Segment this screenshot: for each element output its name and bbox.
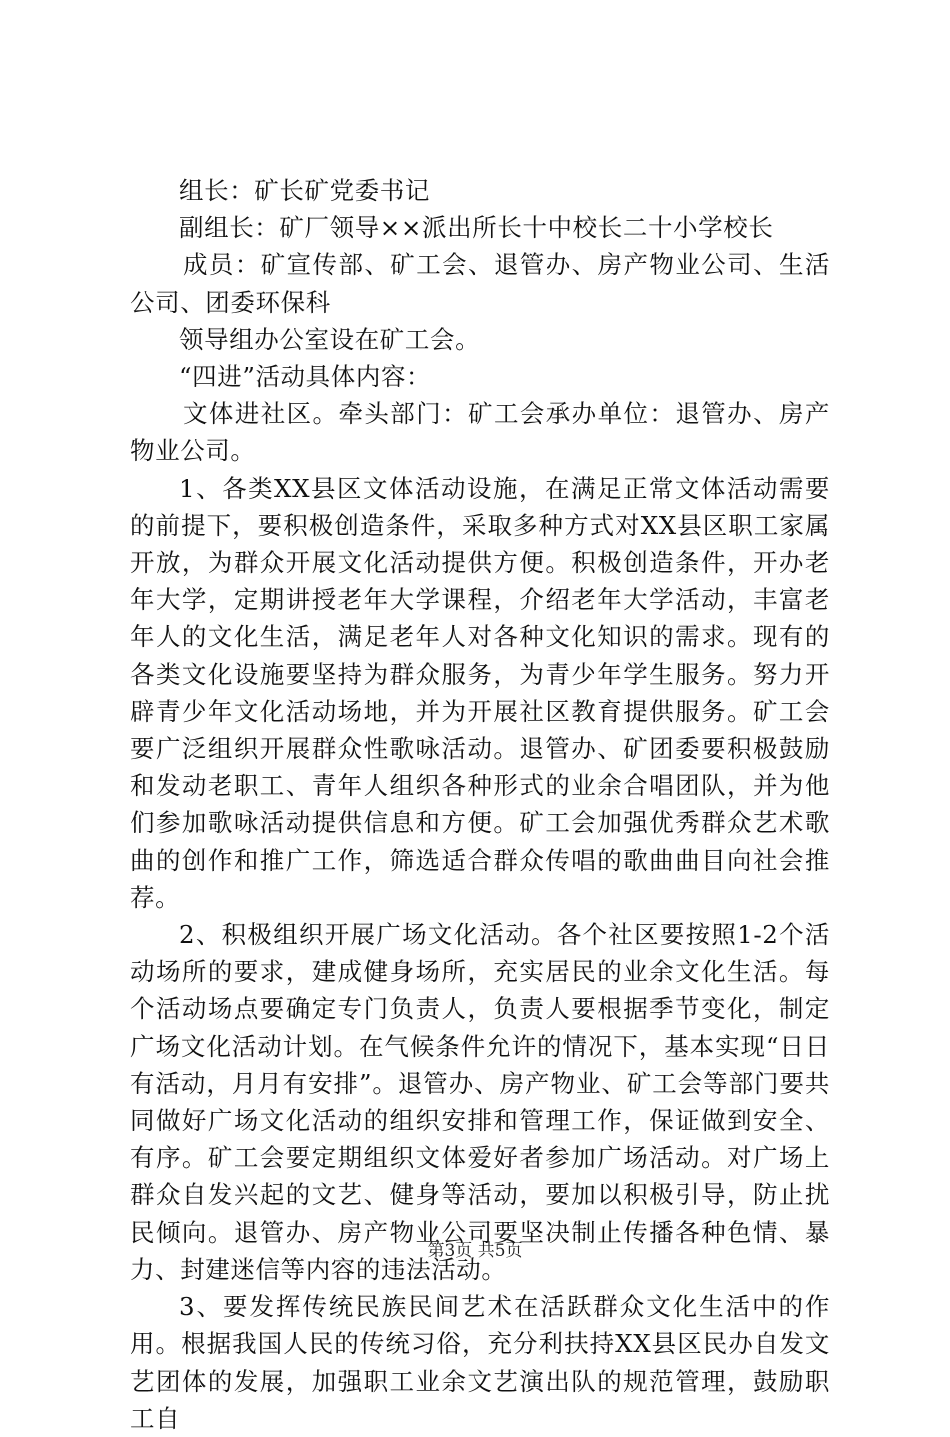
paragraph-group-leader: 组长：矿长矿党委书记	[179, 176, 430, 205]
page-number-footer: 第3页 共5页	[427, 1241, 523, 1261]
paragraph-culture-community: 文体进社区。牵头部门：矿工会承办单位：退管办、房产物业公司。	[130, 399, 830, 466]
paragraph-deputy-leader: 副组长：矿厂领导××派出所长十中校长二十小学校长	[179, 213, 774, 243]
paragraph-office: 领导组办公室设在矿工会。	[179, 324, 481, 354]
paragraph-item-3: 3、要发挥传统民族民间艺术在活跃群众文化生活中的作用。根据我国人民的传统习俗，充分利扶持XX县区民办自发文艺团体的发展，加强职工业余文艺演出队的规范管理，鼓励职工自	[130, 1292, 830, 1433]
paragraph-members: 成员：矿宣传部、矿工会、退管办、房产物业公司、生活公司、团委环保科	[130, 250, 830, 317]
paragraph-item-2: 2、积极组织开展广场文化活动。各个社区要按照1-2个活动场所的要求，建成健身场所，充实居民的业余文化生活。每个活动场点要确定专门负责人，负责人要根据季节变化，制定广场文化活动计划。在气候条件允许的情况下，基本实现“日日有活动，月月有安排”。退管办、房产物业、矿工会等部门要共同做好广场文化活动的组织安排和管理工作，保证做到安全、有序。矿工会要定期组织文体爱好者参加广场活动。对广场上群众自发兴起的文艺、健身等活动，要加以积极引导，防止扰民倾向。退管办、房产物业公司要坚决制止传播各种色情、暴力、封建迷信等内容的违法活动。	[130, 920, 830, 1284]
paragraph-item-1: 1、各类XX县区文体活动设施，在满足正常文体活动需要的前提下，要积极创造条件，采取多种方式对XX县区职工家属开放，为群众开展文化活动提供方便。积极创造条件，开办老年大学，定期讲授老年大学课程，介绍老年大学活动，丰富老年人的文化生活，满足老年人对各种文化知识的需求。现有的各类文化设施要坚持为群众服务，为青少年学生服务。努力开辟青少年文化活动场地，并为开展社区教育提供服务。矿工会要广泛组织开展群众性歌咏活动。退管办、矿团委要积极鼓励和发动老职工、青年人组织各种形式的业余合唱团队，并为他们参加歌咏活动提供信息和方便。矿工会加强优秀群众艺术歌曲的创作和推广工作，筛选适合群众传唱的歌曲曲目向社会推荐。	[130, 473, 830, 912]
paragraph-activities-heading: “四进”活动具体内容：	[179, 362, 432, 392]
